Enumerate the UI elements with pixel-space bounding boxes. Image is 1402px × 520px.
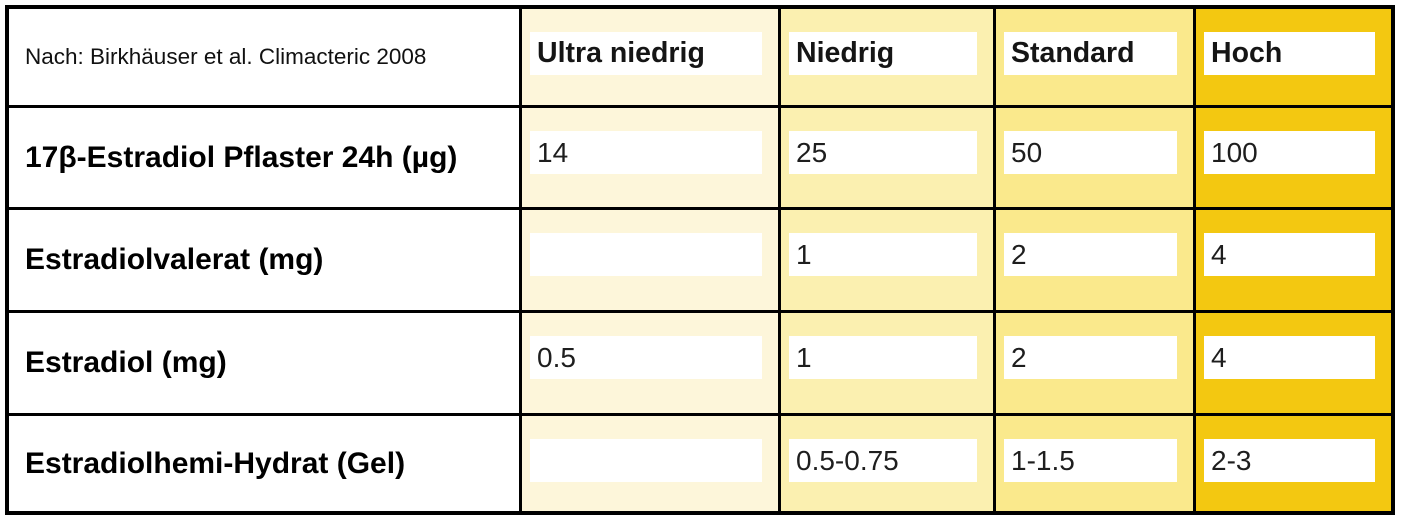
value-cell [1196,210,1391,310]
value-cell [996,108,1193,207]
column-header-label: Ultra niedrig [530,32,762,75]
row-label-cell-estradiolvalerat [9,210,519,310]
value-box: 50 [1004,131,1177,174]
row-label-cell-estradiol [9,313,519,413]
column-header-label: Standard [1004,32,1177,75]
value-cell [1196,313,1391,413]
value-box: 14 [530,131,762,174]
value-cell [781,210,993,310]
value-box: 2 [1004,336,1177,379]
value-cell-empty [522,416,778,511]
column-header-cell-hoch [1196,9,1391,105]
column-header-label: Niedrig [789,32,977,75]
value-box: 25 [789,131,977,174]
value-cell [522,108,778,207]
column-header-cell-standard [996,9,1193,105]
dose-comparison-table [5,5,1395,515]
value-box: 0.5-0.75 [789,439,977,482]
row-label-cell-estradiol-pflaster [9,108,519,207]
row-label: Estradiolvalerat (mg) [25,243,324,276]
column-header-cell-niedrig [781,9,993,105]
source-note-cell [9,9,519,105]
value-box: 1-1.5 [1004,439,1177,482]
value-box [530,439,762,482]
column-header-label: Hoch [1204,32,1375,75]
row-label-cell-estradiolhemi-hydrat [9,416,519,511]
value-box: 100 [1204,131,1375,174]
source-note: Nach: Birkhäuser et al. Climacteric 2008 [25,44,427,69]
value-cell [781,313,993,413]
value-cell [781,416,993,511]
row-label: Estradiol (mg) [25,346,227,379]
value-cell [996,210,1193,310]
value-box: 2-3 [1204,439,1375,482]
value-cell [1196,416,1391,511]
value-box: 2 [1004,233,1177,276]
column-header-cell-ultra-niedrig [522,9,778,105]
value-box: 1 [789,336,977,379]
value-cell [781,108,993,207]
value-cell-empty [522,210,778,310]
value-cell [996,416,1193,511]
value-box: 4 [1204,336,1375,379]
row-label: Estradiolhemi-Hydrat (Gel) [25,446,406,480]
value-box: 1 [789,233,977,276]
value-cell [522,313,778,413]
value-cell [1196,108,1391,207]
value-cell [996,313,1193,413]
value-box [530,233,762,276]
value-box: 0.5 [530,336,762,379]
row-label: 17β-Estradiol Pflaster 24h (µg) [25,140,458,174]
value-box: 4 [1204,233,1375,276]
